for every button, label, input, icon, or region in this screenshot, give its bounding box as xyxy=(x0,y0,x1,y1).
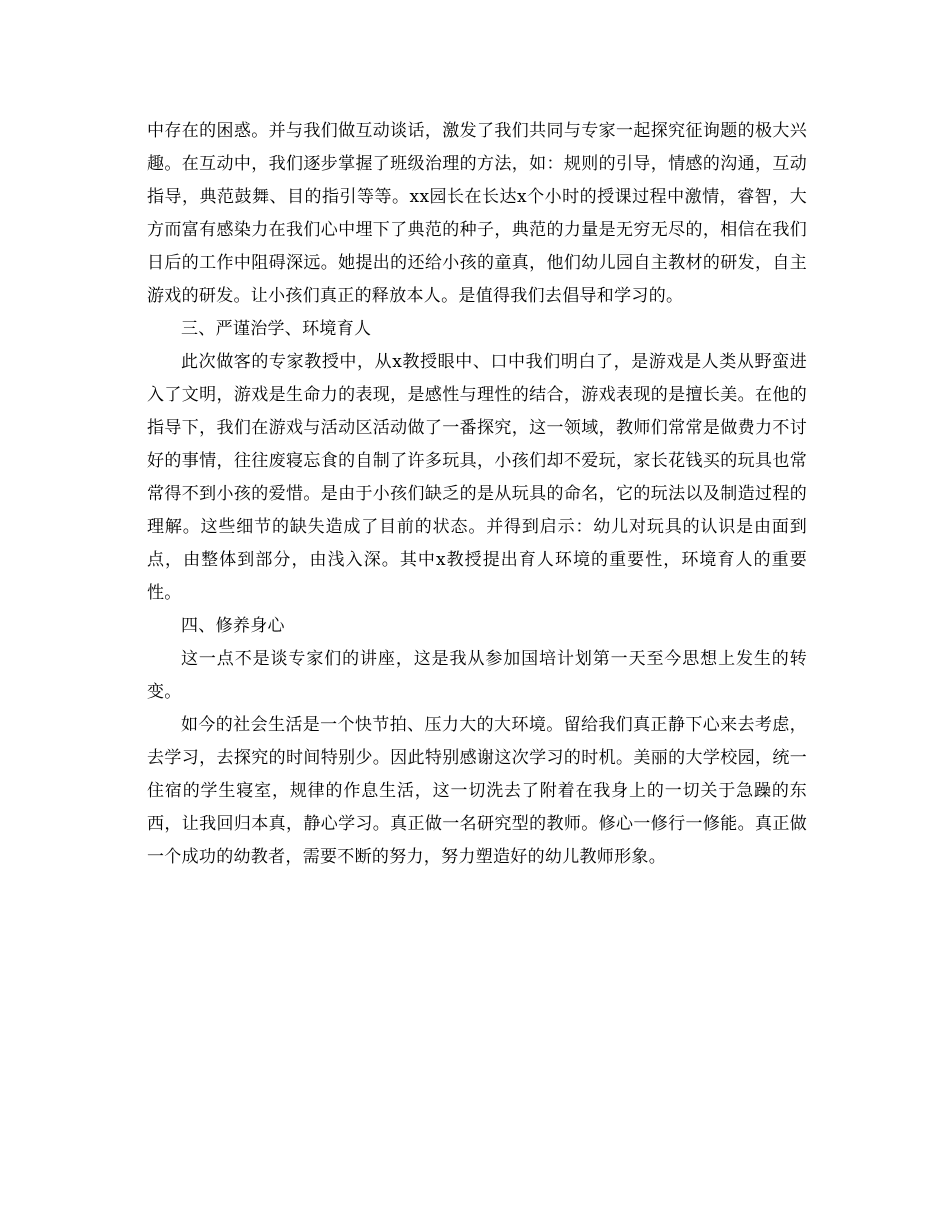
paragraph-change: 这一点不是谈专家们的讲座，这是我从参加国培计划第一天至今思想上发生的转变。 xyxy=(147,649,807,702)
section-heading-four: 四、修养身心 xyxy=(181,616,285,636)
paragraph-games: 此次做客的专家教授中，从x教授眼中、口中我们明白了，是游戏是人类从野蛮进入了文明，游戏是生命力的表现，是感性与理性的结合，游戏表现的是擅长美。在他的指导下，我们在游戏与活动区活动做了一番探究，这一领域，教师们常常是做费力不讨好的事情，往往废寝忘食的自制了许多玩具，小孩们却不爱玩，家长花钱买的玩具也常常得不到小孩的爱惜。是由于小孩们缺乏的是从玩具的命名，它的玩法以及制造过程的理解。这些细节的缺失造成了目前的状态。并得到启示：幼儿对玩具的认识是由面到点，由整体到部分，由浅入深。其中x教授提出育人环境的重要性，环境育人的重要性。 xyxy=(147,352,807,603)
document-body xyxy=(147,115,807,874)
paragraph-society: 如今的社会生活是一个快节拍、压力大的大环境。留给我们真正静下心来去考虑，去学习，去探究的时间特别少。因此特别感谢这次学习的时机。美丽的大学校园，统一住宿的学生寝室，规律的作息生活，这一切洗去了附着在我身上的一切关于急躁的东西，让我回归本真，静心学习。真正做一名研究型的教师。修心一修行一修能。真正做一个成功的幼教者，需要不断的努力，努力塑造好的幼儿教师形象。 xyxy=(147,715,807,867)
section-heading-three: 三、严谨治学、环境育人 xyxy=(181,319,372,339)
paragraph-continuation: 中存在的困惑。并与我们做互动谈话，激发了我们共同与专家一起探究征询题的极大兴趣。在互动中，我们逐步掌握了班级治理的方法，如：规则的引导，情感的沟通，互动指导，典范鼓舞、目的指引等等。xx园长在长达x个小时的授课过程中激情，睿智，大方而富有感染力在我们心中埋下了典范的种子，典范的力量是无穷无尽的，相信在我们日后的工作中阻碍深远。她提出的还给小孩的童真，他们幼儿园自主教材的研发，自主游戏的研发。让小孩们真正的释放本人。是值得我们去倡导和学习的。 xyxy=(147,121,807,306)
